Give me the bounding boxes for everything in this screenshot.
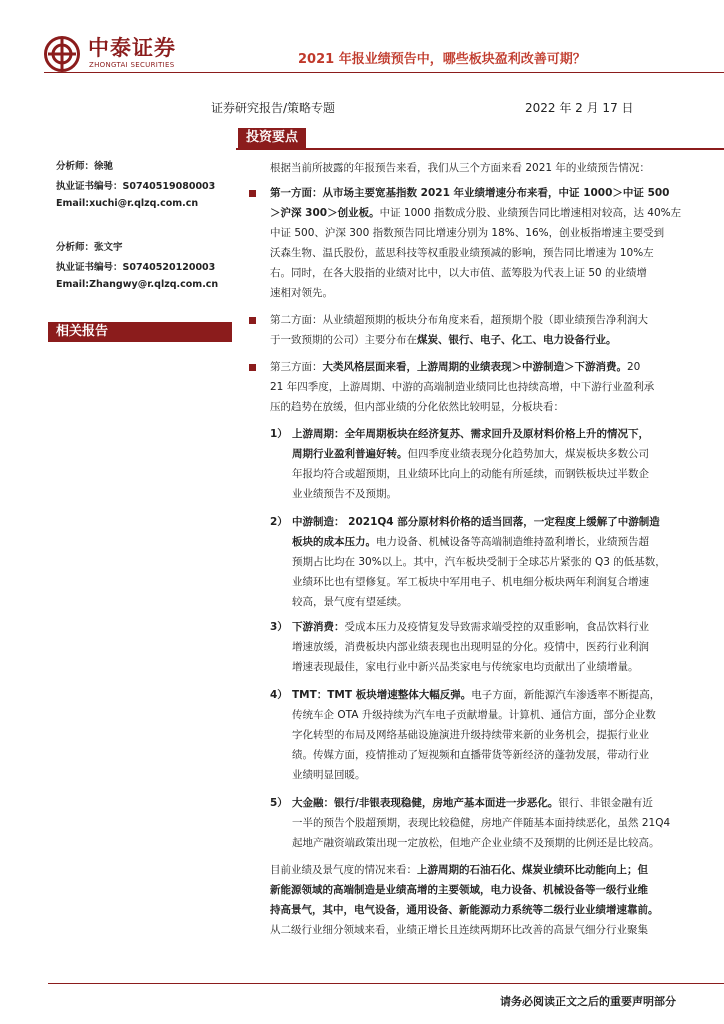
s3-line3: 增速表现最佳，家电行业中新兴品类家电与传统家电均贡献出了业绩增量。 <box>292 661 639 673</box>
report-date: 2022 年 2 月 17 日 <box>525 101 634 115</box>
analyst1-name: 分析师：徐驰 <box>56 161 114 172</box>
s4-line4: 绩。传媒方面，疫情推动了短视频和直播带货等新经济的蓬勃发展，带动行业 <box>292 749 649 761</box>
s4-line2: 传统车企 OTA 升级持续为汽车电子贡献增量。计算机、通信方面，部分企业数 <box>292 709 656 721</box>
s1-line2: 周期行业盈利普遍好转。但四季度业绩表现分化趋势加大，煤炭板块多数公司 <box>292 448 649 460</box>
s4-line5: 业绩明显回暖。 <box>292 769 366 781</box>
conclusion-line1: 目前业绩及景气度的情况来看：上游周期的石油石化、煤炭业绩环比动能向上；但 <box>270 864 648 876</box>
s2-line5: 较高，景气度有望延续。 <box>292 596 408 608</box>
p1-line3: 中证 500、沪深 300 指数预告同比增速分别为 18%、16%，创业板指增速主要受到 <box>270 227 665 239</box>
s2-line3: 预期占比均在 30%以上。其中，汽车板块受制于全球芯片紧张的 Q3 的低基数， <box>292 556 666 568</box>
zhongtai-logo-icon <box>44 36 80 72</box>
s5-line1: 大金融：银行/非银表现稳健，房地产基本面进一步恶化。银行、非银金融有近 <box>292 797 653 809</box>
section-title: 投资要点 <box>238 128 306 148</box>
s1-line4: 业业绩预告不及预期。 <box>292 488 397 500</box>
footer-divider <box>48 983 724 984</box>
p2-line2: 于一致预期的公司）主要分布在煤炭、银行、电子、化工、电力设备行业。 <box>270 334 617 346</box>
s5-line2: 一半的预告个股超预期，表现比较稳健，房地产伴随基本面持续恶化，虽然 21Q4 <box>292 817 671 829</box>
s3-number: 3） <box>270 621 288 633</box>
bullet-square-icon <box>249 190 256 197</box>
s1-line3: 年报均符合或超预期，且业绩环比向上的动能有所延续，而钢铁板块过半数企 <box>292 468 649 480</box>
analyst2-name: 分析师：张文宇 <box>56 242 123 253</box>
conclusion-line3: 持高景气，其中，电气设备，通用设备、新能源动力系统等二级行业业绩增速靠前。 <box>270 904 659 916</box>
p2-line1: 第二方面：从业绩超预期的板块分布角度来看，超预期个股（即业绩预告净利润大 <box>270 314 648 326</box>
s2-line1: 中游制造： 2021Q4 部分原材料价格的适当回落，一定程度上缓解了中游制造 <box>292 516 660 528</box>
s2-line2: 板块的成本压力。电力设备、机械设备等高端制造维持盈利增长，业绩预告超 <box>292 536 649 548</box>
p1-line2: ＞沪深 300＞创业板。中证 1000 指数成分股、业绩预告同比增速相对较高，达 40%左 <box>270 207 682 219</box>
s3-line2: 增速放缓，消费板块内部业绩表现也出现明显的分化。疫情中，医药行业利润 <box>292 641 649 653</box>
p3-line1: 第三方面：大类风格层面来看，上游周期的业绩表现＞中游制造＞下游消费。20 <box>270 361 641 373</box>
section-underline <box>236 128 724 150</box>
conclusion-line2: 新能源领域的高端制造是业绩高增的主要领域，电力设备、机械设备等一级行业维 <box>270 884 648 896</box>
p1-line1: 第一方面：从市场主要宽基指数 2021 年业绩增速分布来看，中证 1000＞中证 500 <box>270 187 670 199</box>
p1-line5: 右。同时，在各大股指的业绩对比中，以大市值、蓝筹股为代表上证 50 的业绩增 <box>270 267 648 279</box>
analyst2-cert: 执业证书编号：S0740520120003 <box>56 262 216 273</box>
s2-line4: 业绩环比也有望修复。军工板块中军用电子、机电细分板块两年利润复合增速 <box>292 576 649 588</box>
s3-line1: 下游消费：受成本压力及疫情复发导致需求端受控的双重影响，食品饮料行业 <box>292 621 649 633</box>
p1-line6: 速相对领先。 <box>270 287 333 299</box>
s4-line1: TMT：TMT 板块增速整体大幅反弹。电子方面，新能源汽车渗透率不断提高， <box>292 689 661 701</box>
report-type: 证券研究报告/策略专题 <box>211 101 336 115</box>
s5-number: 5） <box>270 797 288 809</box>
brand-name-cn: 中泰证券 <box>88 36 176 60</box>
bullet-square-icon <box>249 364 256 371</box>
related-reports-title: 相关报告 <box>48 322 232 342</box>
brand-name-en: ZHONGTAI SECURITIES <box>89 61 175 69</box>
intro-text: 根据当前所披露的年报预告来看，我们从三个方面来看 2021 年的业绩预告情况： <box>270 162 650 174</box>
p1-line4: 沃森生物、温氏股份，蓝思科技等权重股业绩预减的影响，预告同比增速为 10%左 <box>270 247 654 259</box>
footer-disclaimer: 请务必阅读正文之后的重要声明部分 <box>500 995 676 1008</box>
s2-number: 2） <box>270 516 288 528</box>
page-title: 2021 年报业绩预告中，哪些板块盈利改善可期？ <box>298 52 586 67</box>
analyst1-cert: 执业证书编号：S0740519080003 <box>56 181 216 192</box>
header-divider <box>44 72 724 73</box>
s4-line3: 字化转型的布局及网络基础设施演进升级持续带来新的业务机会，提振行业业 <box>292 729 649 741</box>
s1-number: 1） <box>270 428 288 440</box>
p3-line3: 压的趋势在放缓，但内部业绩的分化依然比较明显，分板块看： <box>270 401 564 413</box>
conclusion-line4: 从二级行业细分领域来看，业绩正增长且连续两期环比改善的高景气细分行业聚集 <box>270 924 648 936</box>
s1-line1: 上游周期：全年周期板块在经济复苏、需求回升及原材料价格上升的情况下， <box>292 428 649 440</box>
analyst2-email[interactable]: Email:Zhangwy@r.qlzq.com.cn <box>56 279 219 290</box>
p3-line2: 21 年四季度，上游周期、中游的高端制造业绩同比也持续高增，中下游行业盈利承 <box>270 381 655 393</box>
analyst1-email[interactable]: Email:xuchi@r.qlzq.com.cn <box>56 198 199 209</box>
bullet-square-icon <box>249 317 256 324</box>
s5-line3: 起地产融资端政策出现一定放松，但地产企业业绩不及预期的比例还是比较高。 <box>292 837 660 849</box>
s4-number: 4） <box>270 689 288 701</box>
